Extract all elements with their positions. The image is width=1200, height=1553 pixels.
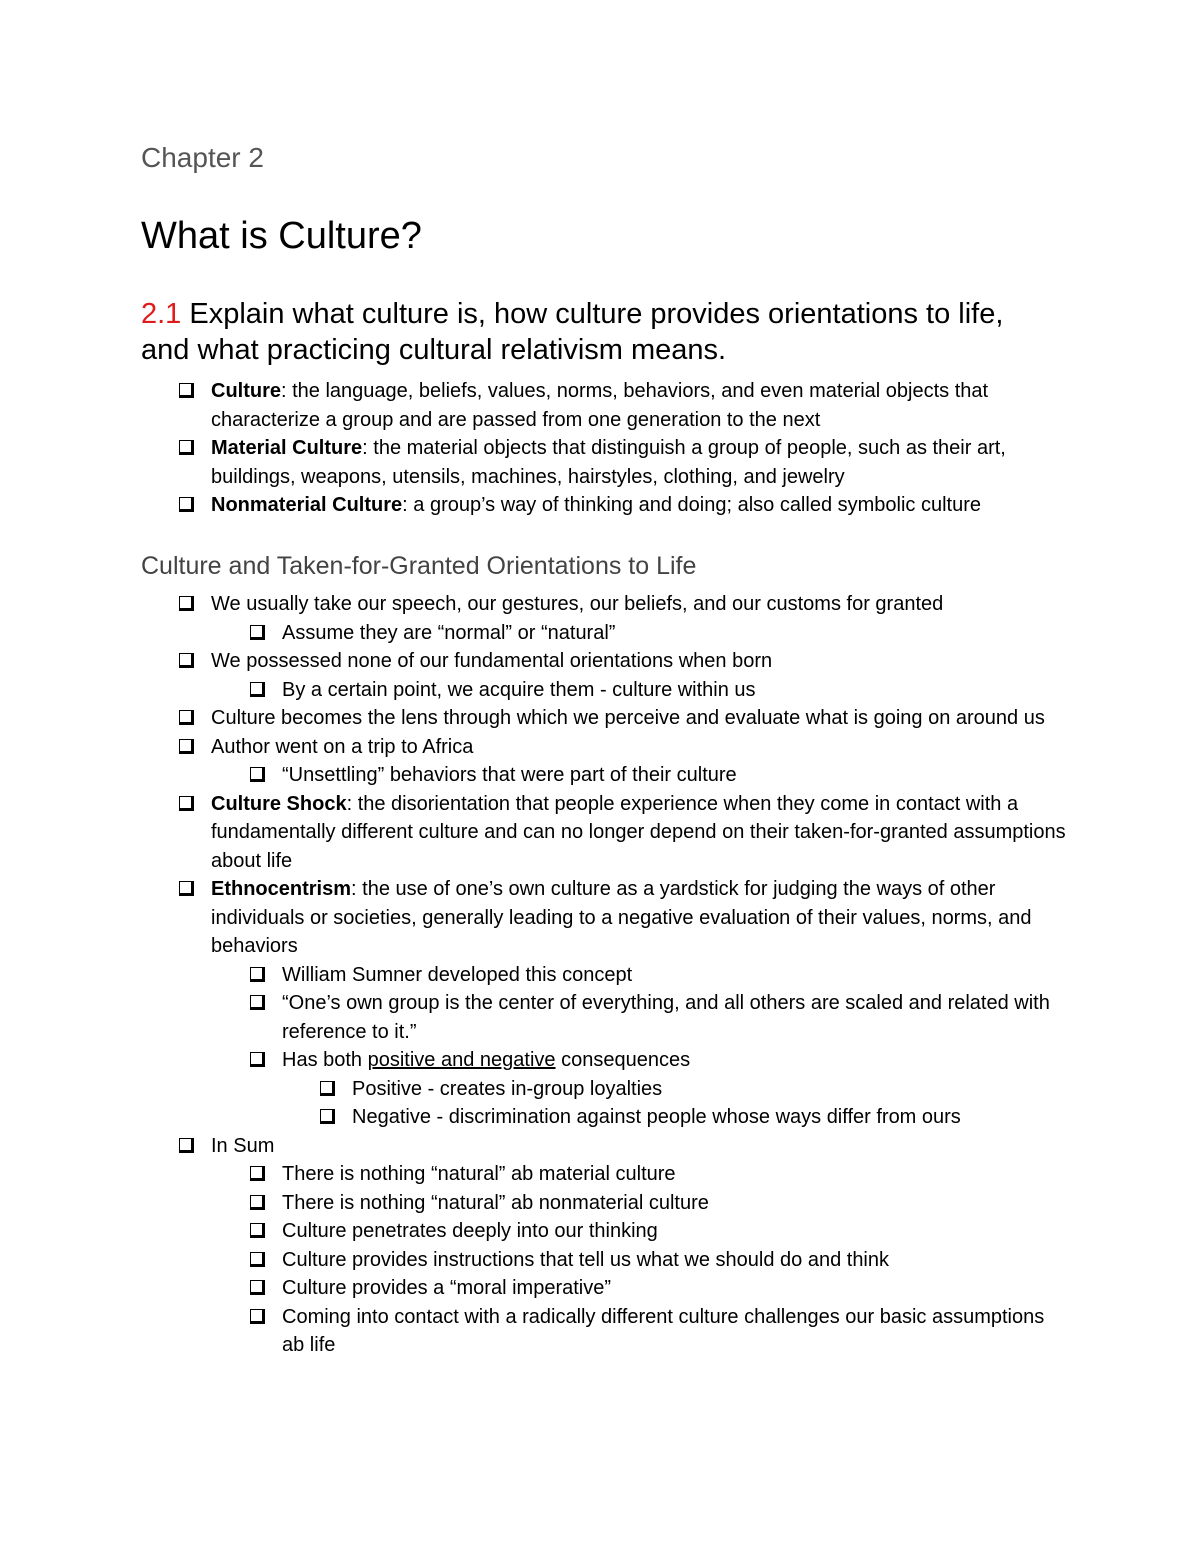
checkbox-icon <box>250 625 265 640</box>
list-item: Culture: the language, beliefs, values, norms, behaviors, and even material objects that characterize a group and are passed from one generation to the next <box>141 377 1071 434</box>
list-item: Material Culture: the material objects that distinguish a group of people, such as their art, buildings, weapons, utensils, machines, hairstyles, clothing, and jewelry <box>141 434 1071 491</box>
checkbox-icon <box>250 1166 265 1181</box>
list-item: Has both positive and negative consequences <box>141 1046 1071 1075</box>
checkbox-icon <box>179 653 194 668</box>
checkbox-icon <box>250 1052 265 1067</box>
checkbox-icon <box>179 497 194 512</box>
checkbox-icon <box>179 596 194 611</box>
list-item: Coming into contact with a radically different culture challenges our basic assumptions ab life <box>141 1303 1071 1360</box>
list-item: “One’s own group is the center of everything, and all others are scaled and related with reference to it.” <box>141 989 1071 1046</box>
page-title: What is Culture? <box>141 215 422 257</box>
list-item: Positive - creates in-group loyalties <box>141 1075 1071 1104</box>
checkbox-icon <box>179 440 194 455</box>
list-item: Culture provides a “moral imperative” <box>141 1274 1071 1303</box>
checkbox-icon <box>250 1280 265 1295</box>
checkbox-icon <box>250 767 265 782</box>
checkbox-icon <box>179 739 194 754</box>
list-item: Author went on a trip to Africa <box>141 733 1071 762</box>
underlined-text: positive and negative <box>367 1049 556 1071</box>
checkbox-icon <box>179 881 194 896</box>
checkbox-icon <box>250 1223 265 1238</box>
checkbox-icon <box>250 682 265 697</box>
checkbox-icon <box>320 1109 335 1124</box>
checkbox-icon <box>179 1138 194 1153</box>
section-list <box>141 590 1071 1360</box>
list-item: Culture penetrates deeply into our thinking <box>141 1217 1071 1246</box>
term: Culture Shock <box>211 792 347 815</box>
learning-objective <box>141 296 1041 368</box>
list-item: We usually take our speech, our gestures, our beliefs, and our customs for granted <box>141 590 1071 619</box>
list-item: Culture Shock: the disorientation that people experience when they come in contact with a fundamentally different culture and can no longer depend on their taken-for-granted assumptions about life <box>141 790 1071 876</box>
list-item: “Unsettling” behaviors that were part of their culture <box>141 761 1071 790</box>
list-item: Culture provides instructions that tell us what we should do and think <box>141 1246 1071 1275</box>
list-item: Assume they are “normal” or “natural” <box>141 619 1071 648</box>
list-item: By a certain point, we acquire them - culture within us <box>141 676 1071 705</box>
checkbox-icon <box>320 1081 335 1096</box>
term: Ethnocentrism <box>211 878 352 900</box>
checkbox-icon <box>250 1252 265 1267</box>
list-item: Ethnocentrism: the use of one’s own culture as a yardstick for judging the ways of other individuals or societies, generally leading to a negative evaluation of their values, norms, and behaviors <box>141 875 1071 961</box>
term: Nonmaterial Culture <box>211 494 403 516</box>
list-item: In Sum <box>141 1132 1071 1161</box>
checkbox-icon <box>250 1309 265 1324</box>
list-item: We possessed none of our fundamental orientations when born <box>141 647 1071 676</box>
list-item: Culture becomes the lens through which we perceive and evaluate what is going on around us <box>141 704 1071 733</box>
chapter-label: Chapter 2 <box>141 142 264 173</box>
objective-text: Explain what culture is, how culture provides orientations to life, and what practicing cultural relativism means. <box>141 298 1004 366</box>
definitions-list <box>141 377 1071 520</box>
list-item: Nonmaterial Culture: a group’s way of thinking and doing; also called symbolic culture <box>141 491 1071 520</box>
section-heading: Culture and Taken-for-Granted Orientations to Life <box>141 552 697 580</box>
list-item: William Sumner developed this concept <box>141 961 1071 990</box>
list-item: Negative - discrimination against people whose ways differ from ours <box>141 1103 1071 1132</box>
checkbox-icon <box>250 995 265 1010</box>
term: Culture <box>211 380 281 402</box>
checkbox-icon <box>250 1195 265 1210</box>
checkbox-icon <box>179 383 194 398</box>
checkbox-icon <box>179 796 194 811</box>
checkbox-icon <box>179 710 194 725</box>
term: Material Culture <box>211 437 363 459</box>
checkbox-icon <box>250 967 265 982</box>
objective-number: 2.1 <box>141 298 182 330</box>
list-item: There is nothing “natural” ab material culture <box>141 1160 1071 1189</box>
list-item: There is nothing “natural” ab nonmaterial culture <box>141 1189 1071 1218</box>
